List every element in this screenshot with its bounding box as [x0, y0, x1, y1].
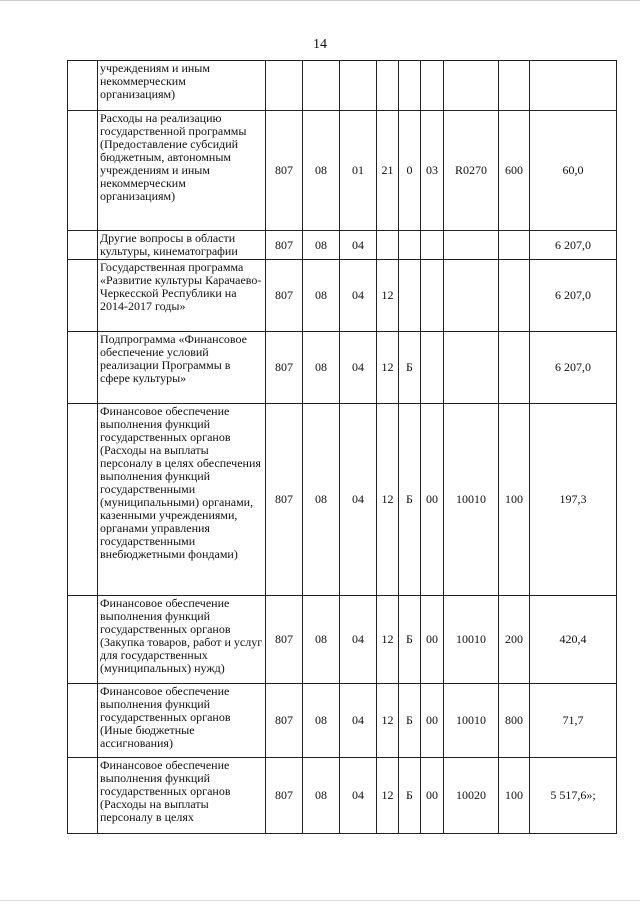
expense-code-cell	[444, 231, 499, 260]
scan-bottom-edge	[0, 900, 640, 901]
sum-cell: 6 207,0	[530, 260, 617, 332]
direction-cell	[421, 61, 444, 111]
expense-type-cell: 600	[499, 111, 530, 231]
subprogram-cell	[399, 231, 421, 260]
row-blank-cell	[68, 61, 98, 111]
subprogram-cell: Б	[399, 404, 421, 596]
razdel-cell: 08	[303, 758, 340, 834]
row-blank-cell	[68, 332, 98, 404]
expense-type-cell: 800	[499, 684, 530, 758]
direction-cell: 00	[421, 758, 444, 834]
razdel-cell: 08	[303, 404, 340, 596]
row-blank-cell	[68, 684, 98, 758]
table-row	[68, 404, 617, 596]
expense-type-cell	[499, 260, 530, 332]
podrazdel-cell: 04	[340, 404, 377, 596]
podrazdel-cell: 04	[340, 758, 377, 834]
subprogram-cell: Б	[399, 332, 421, 404]
podrazdel-cell	[340, 61, 377, 111]
razdel-cell: 08	[303, 684, 340, 758]
row-blank-cell	[68, 758, 98, 834]
subprogram-cell: Б	[399, 758, 421, 834]
subprogram-cell	[399, 61, 421, 111]
expense-code-cell	[444, 260, 499, 332]
expense-type-cell	[499, 231, 530, 260]
subprogram-cell: Б	[399, 684, 421, 758]
direction-cell: 03	[421, 111, 444, 231]
direction-cell	[421, 231, 444, 260]
podrazdel-cell: 04	[340, 684, 377, 758]
podrazdel-cell: 04	[340, 332, 377, 404]
row-blank-cell	[68, 111, 98, 231]
expense-code-cell: 10010	[444, 404, 499, 596]
expense-type-cell: 100	[499, 758, 530, 834]
row-name-cell: Государственная программа «Развитие культуры Карачаево-Черкесской Республики на 2014-2017 годы»	[98, 260, 266, 332]
grbs-cell: 807	[266, 404, 303, 596]
row-name-cell: Расходы на реализацию государственной программы (Предоставление субсидий бюджетным, автономным учреждениям и иным некоммерческим организациям)	[98, 111, 266, 231]
podrazdel-cell: 04	[340, 260, 377, 332]
expense-code-cell: 10020	[444, 758, 499, 834]
program-cell	[377, 61, 399, 111]
budget-table	[67, 60, 617, 834]
expense-type-cell: 200	[499, 596, 530, 684]
row-name-cell: Финансовое обеспечение выполнения функций государственных органов (Закупка товаров, работ и услуг для государственных (муниципальных) нужд)	[98, 596, 266, 684]
direction-cell: 00	[421, 684, 444, 758]
program-cell: 12	[377, 332, 399, 404]
expense-type-cell: 100	[499, 404, 530, 596]
razdel-cell: 08	[303, 596, 340, 684]
row-name-cell: Подпрограмма «Финансовое обеспечение условий реализации Программы в сфере культуры»	[98, 332, 266, 404]
razdel-cell: 08	[303, 260, 340, 332]
direction-cell: 00	[421, 404, 444, 596]
razdel-cell: 08	[303, 231, 340, 260]
sum-cell	[530, 61, 617, 111]
row-blank-cell	[68, 596, 98, 684]
expense-type-cell	[499, 332, 530, 404]
sum-cell: 71,7	[530, 684, 617, 758]
row-name-cell: Финансовое обеспечение выполнения функций государственных органов (Иные бюджетные ассигнования)	[98, 684, 266, 758]
sum-cell: 5 517,6»;	[530, 758, 617, 834]
program-cell: 21	[377, 111, 399, 231]
program-cell	[377, 231, 399, 260]
table-row	[68, 758, 617, 834]
grbs-cell: 807	[266, 260, 303, 332]
razdel-cell: 08	[303, 332, 340, 404]
direction-cell: 00	[421, 596, 444, 684]
row-blank-cell	[68, 404, 98, 596]
sum-cell: 6 207,0	[530, 332, 617, 404]
row-blank-cell	[68, 260, 98, 332]
direction-cell	[421, 332, 444, 404]
expense-code-cell: 10010	[444, 684, 499, 758]
expense-code-cell	[444, 61, 499, 111]
table-row	[68, 111, 617, 231]
table-row	[68, 596, 617, 684]
podrazdel-cell: 01	[340, 111, 377, 231]
table-row	[68, 61, 617, 111]
direction-cell	[421, 260, 444, 332]
grbs-cell: 807	[266, 684, 303, 758]
table-row	[68, 684, 617, 758]
row-name-cell: Финансовое обеспечение выполнения функций государственных органов (Расходы на выплаты персоналу в целях обеспечения выполнения функций государственными (муниципальными) органами, казенными учреждениями, органами управления государственными внебюджетными фондами)	[98, 404, 266, 596]
expense-code-cell	[444, 332, 499, 404]
grbs-cell: 807	[266, 231, 303, 260]
program-cell: 12	[377, 758, 399, 834]
row-name-cell: Другие вопросы в области культуры, кинематографии	[98, 231, 266, 260]
sum-cell: 197,3	[530, 404, 617, 596]
table-row	[68, 260, 617, 332]
row-blank-cell	[68, 231, 98, 260]
table-row	[68, 231, 617, 260]
expense-code-cell: R0270	[444, 111, 499, 231]
program-cell: 12	[377, 596, 399, 684]
subprogram-cell: Б	[399, 596, 421, 684]
grbs-cell	[266, 61, 303, 111]
table-row	[68, 332, 617, 404]
expense-code-cell: 10010	[444, 596, 499, 684]
razdel-cell	[303, 61, 340, 111]
program-cell: 12	[377, 260, 399, 332]
row-name-cell: Финансовое обеспечение выполнения функций государственных органов (Расходы на выплаты персоналу в целях	[98, 758, 266, 834]
row-name-cell: учреждениям и иным некоммерческим организациям)	[98, 61, 266, 111]
sum-cell: 6 207,0	[530, 231, 617, 260]
podrazdel-cell: 04	[340, 231, 377, 260]
grbs-cell: 807	[266, 111, 303, 231]
program-cell: 12	[377, 684, 399, 758]
razdel-cell: 08	[303, 111, 340, 231]
subprogram-cell	[399, 260, 421, 332]
podrazdel-cell: 04	[340, 596, 377, 684]
subprogram-cell: 0	[399, 111, 421, 231]
expense-type-cell	[499, 61, 530, 111]
program-cell: 12	[377, 404, 399, 596]
sum-cell: 60,0	[530, 111, 617, 231]
grbs-cell: 807	[266, 332, 303, 404]
grbs-cell: 807	[266, 596, 303, 684]
grbs-cell: 807	[266, 758, 303, 834]
sum-cell: 420,4	[530, 596, 617, 684]
scan-top-edge	[0, 0, 640, 1]
page-number: 14	[313, 37, 327, 52]
